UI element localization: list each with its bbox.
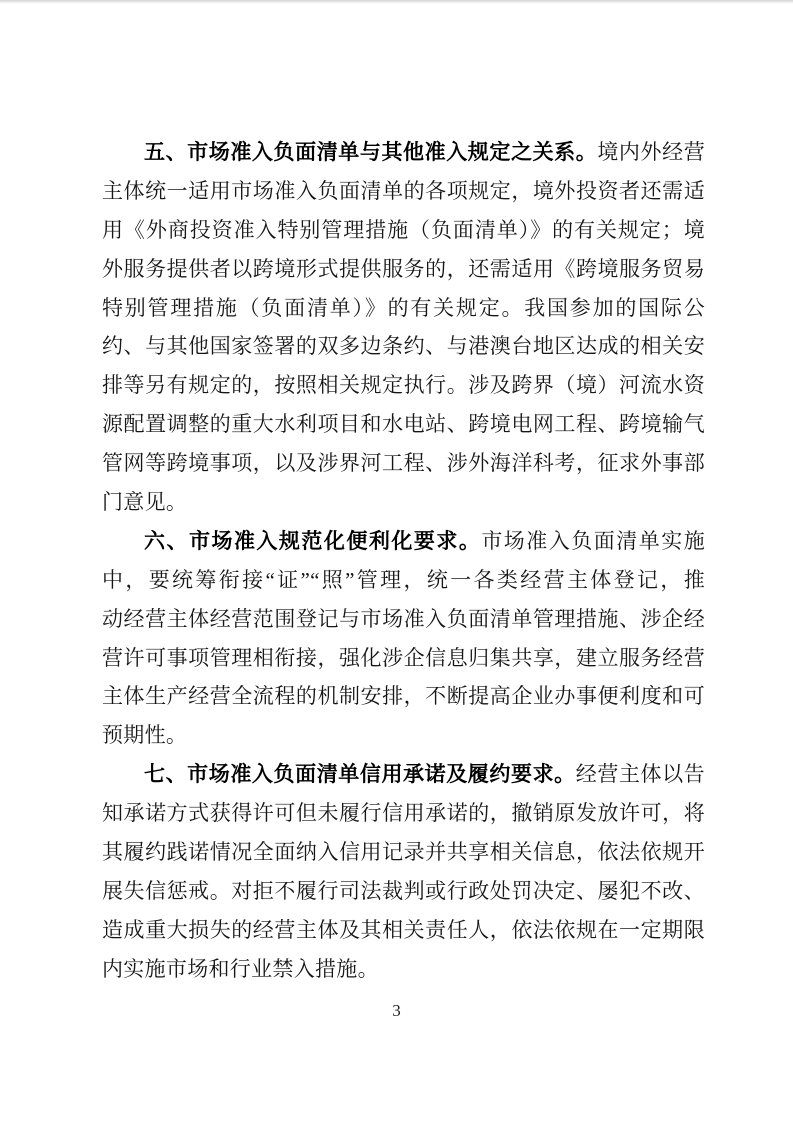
paragraph-7 bbox=[102, 755, 705, 988]
paragraph-heading: 五、市场准入负面清单与其他准入规定之关系。 bbox=[144, 141, 598, 164]
paragraph-line: 中，要统筹衔接“证”“照”管理，统一各类经营主体登记，推 bbox=[102, 567, 705, 592]
paragraph-line: 源配置调整的重大水利项目和水电站、跨境电网工程、跨境输气 bbox=[102, 412, 705, 437]
paragraph-5 bbox=[102, 133, 705, 522]
paragraph-line: 其履约践诺情况全面纳入信用记录并共享相关信息，依法依规开 bbox=[102, 840, 705, 865]
paragraph-line: 预期性。 bbox=[102, 723, 188, 748]
paragraph-line: 展失信惩戒。对拒不履行司法裁判或行政处罚决定、屡犯不改、 bbox=[102, 878, 705, 903]
page-number: 3 bbox=[392, 1001, 401, 1020]
paragraph-heading: 七、市场准入负面清单信用承诺及履约要求。 bbox=[144, 763, 576, 787]
paragraph-line: 约、与其他国家签署的双多边条约、与港澳台地区达成的相关安 bbox=[102, 334, 705, 359]
paragraph-line: 用《外商投资准入特别管理措施（负面清单）》的有关规定；境 bbox=[102, 217, 705, 242]
paragraph-line bbox=[102, 755, 705, 794]
paragraph-line: 主体生产经营全流程的机制安排，不断提高企业办事便利度和可 bbox=[102, 684, 705, 709]
paragraph-line: 动经营主体经营范围登记与市场准入负面清单管理措施、涉企经 bbox=[102, 606, 705, 631]
paragraph-text-run: 经营主体以告 bbox=[575, 762, 705, 787]
paragraph-line: 知承诺方式获得许可但未履行信用承诺的，撤销原发放许可，将 bbox=[102, 801, 705, 826]
paragraph-line: 主体统一适用市场准入负面清单的各项规定，境外投资者还需适 bbox=[102, 178, 705, 203]
paragraph-line: 门意见。 bbox=[102, 490, 188, 515]
page-top-edge-shade bbox=[0, 0, 793, 4]
document-body bbox=[102, 133, 705, 989]
paragraph-heading: 六、市场准入规范化便利化要求。 bbox=[144, 529, 482, 553]
paragraph-6 bbox=[102, 522, 705, 755]
paragraph-line: 营许可事项管理相衔接，强化涉企信息归集共享，建立服务经营 bbox=[102, 645, 705, 670]
paragraph-line: 造成重大损失的经营主体及其相关责任人，依法依规在一定期限 bbox=[102, 917, 705, 942]
paragraph-line bbox=[102, 133, 705, 172]
paragraph-text-run: 境内外经营 bbox=[597, 140, 705, 164]
paragraph-line: 特别管理措施（负面清单）》的有关规定。我国参加的国际公 bbox=[102, 295, 705, 320]
paragraph-line: 管网等跨境事项，以及涉界河工程、涉外海洋科考，征求外事部 bbox=[102, 451, 705, 476]
paragraph-line: 排等另有规定的，按照相关规定执行。涉及跨界（境）河流水资 bbox=[102, 373, 705, 398]
paragraph-line bbox=[102, 522, 705, 561]
paragraph-text-run: 市场准入负面清单实施 bbox=[481, 528, 705, 553]
paragraph-line: 内实施市场和行业禁入措施。 bbox=[102, 956, 379, 981]
paragraph-line: 外服务提供者以跨境形式提供服务的，还需适用《跨境服务贸易 bbox=[102, 256, 705, 281]
